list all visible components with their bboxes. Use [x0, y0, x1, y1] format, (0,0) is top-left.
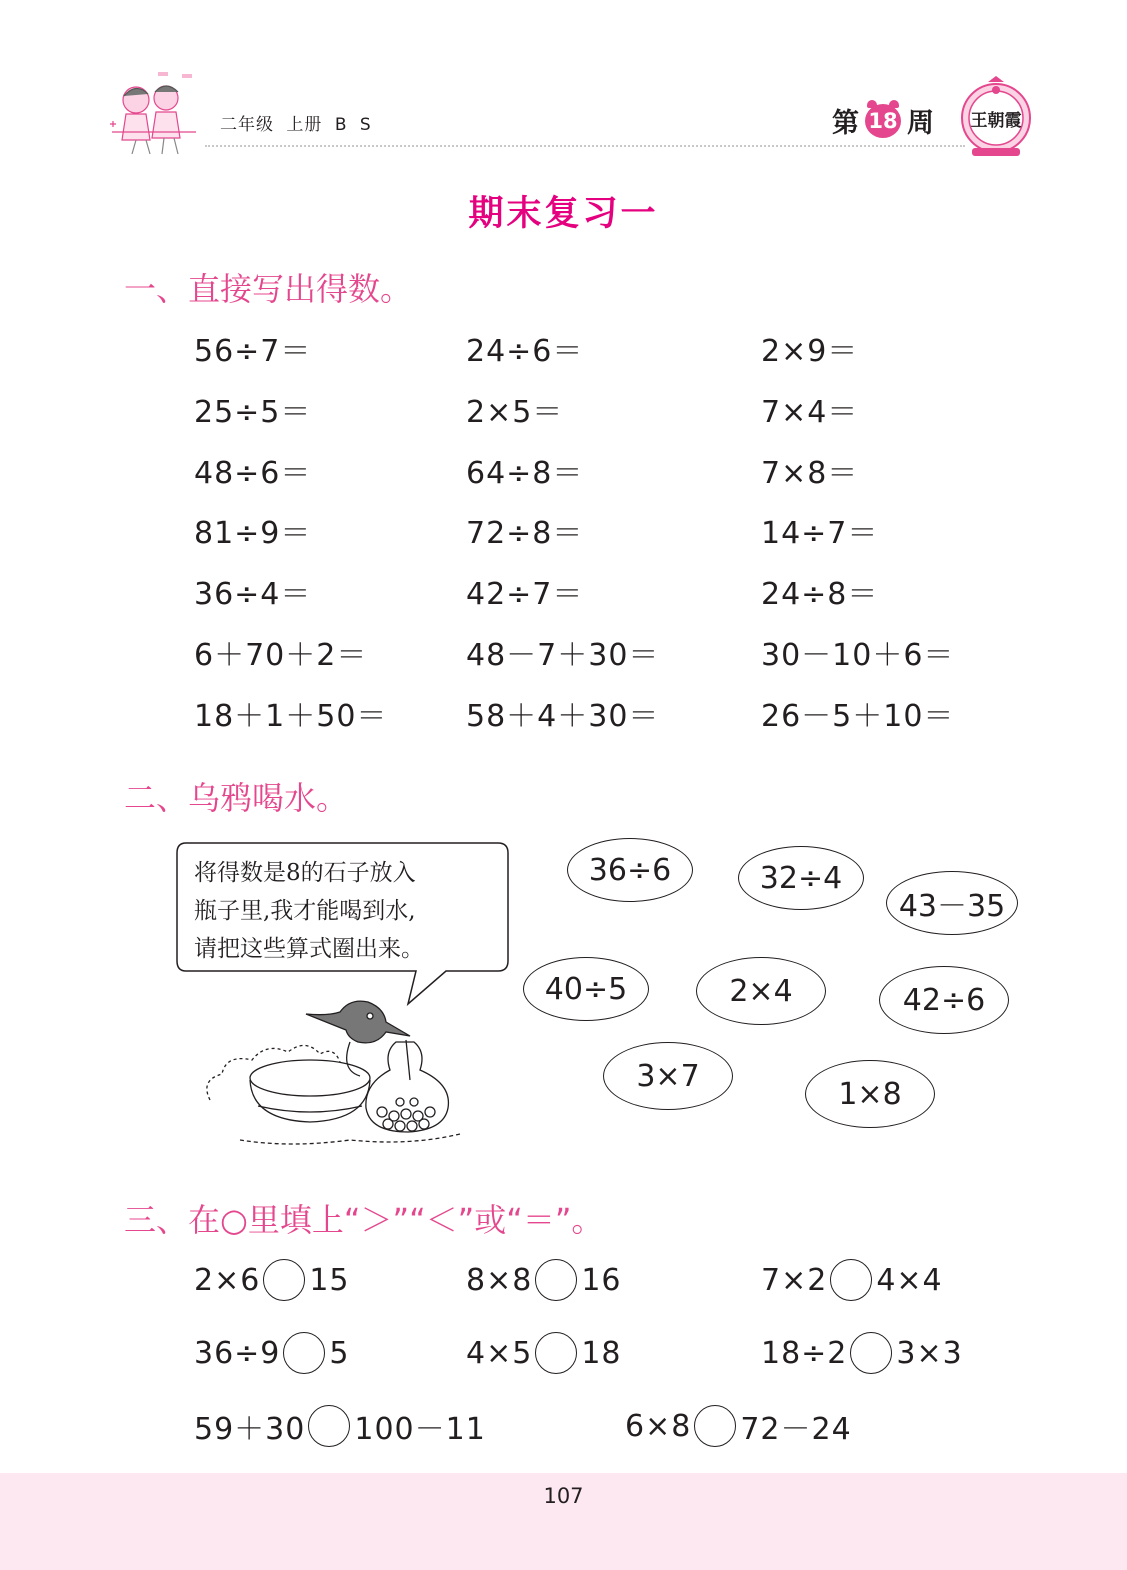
compare-right: 16 [581, 1262, 622, 1298]
exercise-expression: 14÷7＝ [761, 516, 879, 551]
answer-circle[interactable] [694, 1405, 736, 1447]
exercise-expression: 81÷9＝ [194, 516, 312, 551]
compare-right: 18 [581, 1335, 622, 1371]
bubble-line: 瓶子里,我才能喝到水, [194, 898, 416, 924]
stone-expression-text: 42÷6 [902, 982, 986, 1018]
stone-expression-text: 36÷6 [588, 852, 672, 888]
compare-item [194, 1332, 350, 1374]
answer-circle[interactable] [535, 1332, 577, 1374]
exercise-expression: 24÷8＝ [761, 577, 879, 612]
answer-circle[interactable] [263, 1259, 305, 1301]
section3-heading: 三、在○里填上“＞”“＜”或“＝”。 [124, 1201, 604, 1239]
exercise-expression: 26－5＋10＝ [761, 699, 955, 734]
bubble-line: 请把这些算式圈出来。 [194, 936, 424, 962]
stone-expression[interactable] [696, 957, 826, 1025]
page-title: 期末复习一 [468, 194, 659, 234]
compare-right: 15 [309, 1262, 350, 1298]
grade-label [220, 110, 372, 135]
exercise-expression: 7×4＝ [761, 395, 859, 430]
compare-left: 4×5 [466, 1335, 533, 1371]
stone-expression-text: 32÷4 [759, 860, 843, 896]
answer-circle[interactable] [308, 1405, 350, 1447]
compare-left: 18÷2 [761, 1335, 848, 1371]
exercise-expression: 72÷8＝ [466, 516, 584, 551]
answer-circle[interactable] [283, 1332, 325, 1374]
edition-text: B S [334, 115, 372, 135]
exercise-expression: 56÷7＝ [194, 334, 312, 369]
exercise-expression: 30－10＋6＝ [761, 638, 955, 673]
compare-item [194, 1404, 486, 1448]
exercise-expression: 24÷6＝ [466, 334, 584, 369]
compare-right: 72－24 [740, 1412, 852, 1447]
compare-item [625, 1404, 852, 1448]
compare-item [194, 1259, 350, 1301]
stone-expression[interactable] [523, 957, 649, 1021]
compare-right: 4×4 [876, 1262, 943, 1298]
bubble-line: 将得数是8的石子放入 [194, 860, 416, 886]
stone-expression[interactable] [738, 846, 864, 910]
stone-expression[interactable] [567, 838, 693, 902]
compare-left: 6×8 [625, 1408, 692, 1444]
week-number: 18 [865, 104, 901, 138]
exercise-expression: 2×5＝ [466, 395, 564, 430]
crow-drinking-water-illustration [200, 990, 480, 1150]
compare-left: 59＋30 [194, 1412, 306, 1447]
compare-left: 8×8 [466, 1262, 533, 1298]
exercise-expression: 6＋70＋2＝ [194, 638, 368, 673]
compare-right: 5 [329, 1335, 350, 1371]
stone-expression-text: 3×7 [636, 1058, 700, 1094]
exercise-expression: 64÷8＝ [466, 456, 584, 491]
svg-text:王朝霞: 王朝霞 [970, 111, 1022, 131]
children-illustration [106, 70, 202, 156]
compare-right: 3×3 [896, 1335, 963, 1371]
compare-right: 100－11 [354, 1412, 486, 1447]
volume-text: 上册 [286, 115, 323, 135]
author-seal-logo [958, 74, 1034, 162]
exercise-expression: 42÷7＝ [466, 577, 584, 612]
compare-item [466, 1332, 622, 1374]
week-suffix: 周 [907, 107, 934, 139]
week-prefix: 第 [832, 107, 859, 139]
compare-left: 36÷9 [194, 1335, 281, 1371]
compare-item [466, 1259, 622, 1301]
speech-bubble-text [194, 854, 502, 968]
grade-text: 二年级 [220, 115, 274, 135]
answer-circle[interactable] [535, 1259, 577, 1301]
week-label [832, 100, 934, 140]
stone-expression-text: 1×8 [838, 1076, 902, 1112]
compare-left: 7×2 [761, 1262, 828, 1298]
alarm-clock-icon [863, 100, 903, 140]
exercise-expression: 2×9＝ [761, 334, 859, 369]
compare-item [761, 1332, 963, 1374]
stone-expression-text: 40÷5 [544, 971, 628, 1007]
compare-item [761, 1259, 943, 1301]
exercise-expression: 48－7＋30＝ [466, 638, 660, 673]
section1-heading: 一、直接写出得数。 [124, 270, 413, 308]
exercise-expression: 36÷4＝ [194, 577, 312, 612]
stone-expression-text: 2×4 [729, 973, 793, 1009]
stone-expression-text: 43－35 [898, 889, 1006, 924]
stone-expression[interactable] [805, 1060, 935, 1128]
compare-left: 2×6 [194, 1262, 261, 1298]
stone-expression[interactable] [603, 1042, 733, 1110]
page-number: 107 [543, 1484, 584, 1508]
section2-heading: 二、乌鸦喝水。 [124, 779, 349, 817]
header-divider [205, 145, 965, 147]
exercise-expression: 48÷6＝ [194, 456, 312, 491]
stone-expression[interactable] [879, 966, 1009, 1034]
exercise-expression: 18＋1＋50＝ [194, 699, 388, 734]
answer-circle[interactable] [830, 1259, 872, 1301]
exercise-expression: 7×8＝ [761, 456, 859, 491]
answer-circle[interactable] [850, 1332, 892, 1374]
stone-expression[interactable] [886, 871, 1018, 935]
exercise-expression: 58＋4＋30＝ [466, 699, 660, 734]
exercise-expression: 25÷5＝ [194, 395, 312, 430]
